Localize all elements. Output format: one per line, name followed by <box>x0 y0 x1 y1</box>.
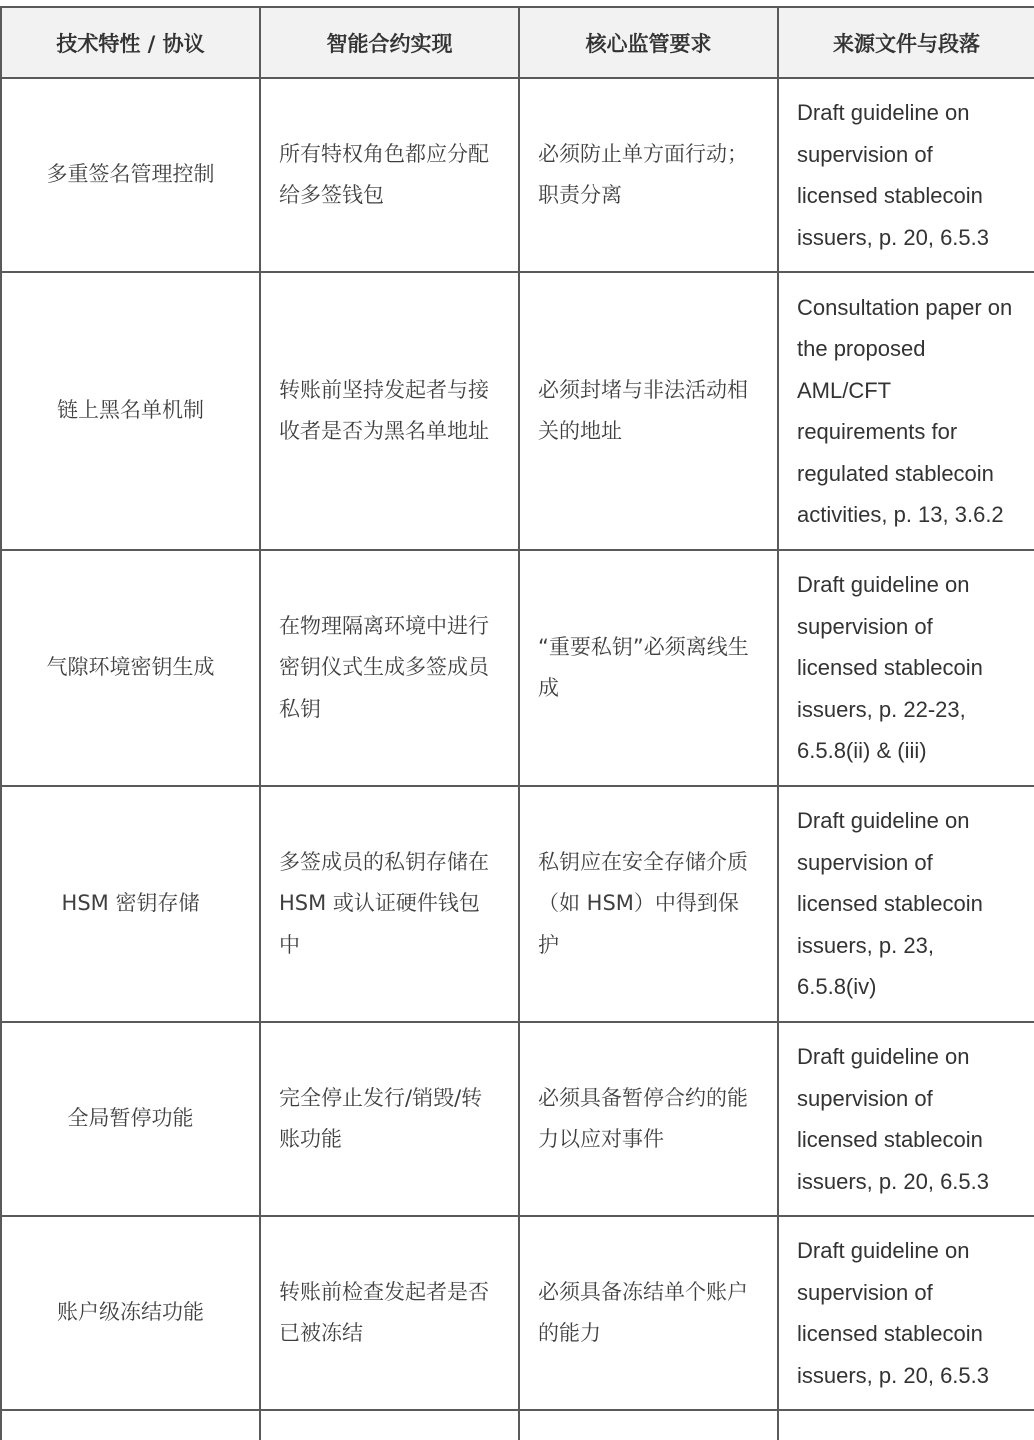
feature-cell: 气隙环境密钥生成 <box>1 550 260 786</box>
header-requirement: 核心监管要求 <box>519 7 778 78</box>
source-cell: Draft guideline on supervision of licensed stablecoin issuers, p. 20, 6.5.3 <box>778 78 1034 272</box>
source-cell: Draft guideline on supervision of licensed stablecoin issuers, p. 23, 6.5.8(iv) <box>778 786 1034 1022</box>
feature-cell: HSM 密钥存储 <box>1 786 260 1022</box>
table-row <box>1 272 1034 550</box>
feature-cell: 多重签名管理控制 <box>1 78 260 272</box>
table-row-partial <box>1 1410 1034 1440</box>
implementation-cell: 转账前检查发起者是否已被冻结 <box>260 1216 519 1410</box>
implementation-cell: 转账前坚持发起者与接收者是否为黑名单地址 <box>260 272 519 550</box>
table-row <box>1 1216 1034 1410</box>
implementation-cell: 在物理隔离环境中进行密钥仪式生成多签成员私钥 <box>260 550 519 786</box>
table-row <box>1 786 1034 1022</box>
implementation-cell: 多签成员的私钥存储在 HSM 或认证硬件钱包中 <box>260 786 519 1022</box>
header-row <box>1 7 1034 78</box>
source-cell: Draft guideline on supervision of licensed stablecoin issuers, p. 22-23, 6.5.8(ii) & (iii) <box>778 550 1034 786</box>
regulation-table <box>0 6 1034 1440</box>
requirement-cell: 私钥应在安全存储介质（如 HSM）中得到保护 <box>519 786 778 1022</box>
empty-cell <box>519 1410 778 1440</box>
feature-cell: 账户级冻结功能 <box>1 1216 260 1410</box>
header-feature: 技术特性 / 协议 <box>1 7 260 78</box>
requirement-cell: 必须防止单方面行动；职责分离 <box>519 78 778 272</box>
table-row <box>1 1022 1034 1216</box>
feature-cell: 链上黑名单机制 <box>1 272 260 550</box>
source-cell: Draft guideline on supervision of licensed stablecoin issuers, p. 20, 6.5.3 <box>778 1216 1034 1410</box>
feature-cell: 全局暂停功能 <box>1 1022 260 1216</box>
header-implementation: 智能合约实现 <box>260 7 519 78</box>
empty-cell <box>778 1410 1034 1440</box>
requirement-cell: 必须具备冻结单个账户的能力 <box>519 1216 778 1410</box>
requirement-cell: 必须封堵与非法活动相关的地址 <box>519 272 778 550</box>
header-source: 来源文件与段落 <box>778 7 1034 78</box>
empty-cell <box>260 1410 519 1440</box>
source-cell: Consultation paper on the proposed AML/CFT requirements for regulated stablecoin activities, p. 13, 3.6.2 <box>778 272 1034 550</box>
empty-cell <box>1 1410 260 1440</box>
source-cell: Draft guideline on supervision of licensed stablecoin issuers, p. 20, 6.5.3 <box>778 1022 1034 1216</box>
requirement-cell: “重要私钥”必须离线生成 <box>519 550 778 786</box>
implementation-cell: 所有特权角色都应分配给多签钱包 <box>260 78 519 272</box>
table-row <box>1 78 1034 272</box>
table-row <box>1 550 1034 786</box>
implementation-cell: 完全停止发行/销毁/转账功能 <box>260 1022 519 1216</box>
requirement-cell: 必须具备暂停合约的能力以应对事件 <box>519 1022 778 1216</box>
